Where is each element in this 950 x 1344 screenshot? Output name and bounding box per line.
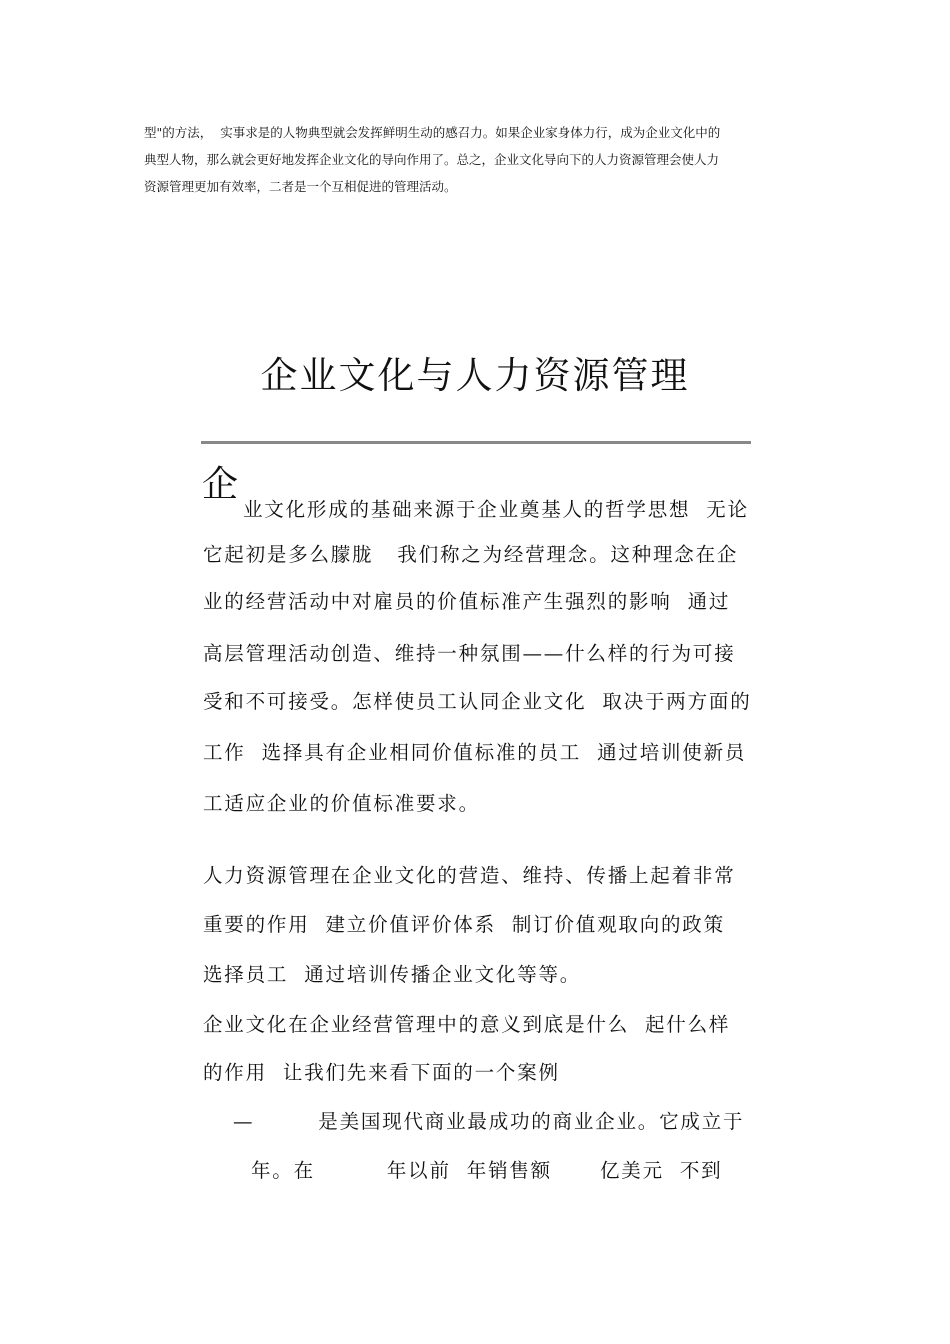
body-line-13: — 是美国现代商业最成功的商业企业。它成立于 xyxy=(233,1110,745,1133)
drop-cap: 企 xyxy=(202,464,239,505)
body-line-2: 它起初是多么朦胧 我们称之为经营理念。这种理念在企 xyxy=(203,543,739,566)
intro-line-1: 型"的方法， 实事求是的人物典型就会发挥鲜明生动的感召力。如果企业家身体力行，成为企业文化中的 xyxy=(144,125,721,140)
body-line-12: 的作用 让我们先来看下面的一个案例 xyxy=(203,1061,560,1084)
intro-line-3: 资源管理更加有效率，二者是一个互相促进的管理活动。 xyxy=(144,179,457,194)
body-line-11: 企业文化在企业经营管理中的意义到底是什么 起什么样 xyxy=(203,1013,731,1036)
page-title: 企业文化与人力资源管理 xyxy=(260,354,690,397)
body-line-1: 业文化形成的基础来源于企业奠基人的哲学思想 无论 xyxy=(243,498,749,521)
body-line-7: 工适应企业的价值标准要求。 xyxy=(203,792,480,815)
body-line-3: 业的经营活动中对雇员的价值标准产生强烈的影响 通过 xyxy=(203,590,731,613)
body-line-4: 高层管理活动创造、维持一种氛围——什么样的行为可接 xyxy=(203,642,736,665)
body-line-10: 选择员工 通过培训传播企业文化等等。 xyxy=(203,963,582,986)
body-line-6: 工作 选择具有企业相同价值标准的员工 通过培训使新员 xyxy=(203,741,747,764)
body-line-14: 年。在 年以前 年销售额 亿美元 不到 xyxy=(251,1159,723,1182)
body-line-9: 重要的作用 建立价值评价体系 制订价值观取向的政策 xyxy=(203,913,725,936)
title-divider xyxy=(201,441,751,444)
intro-line-2: 典型人物，那么就会更好地发挥企业文化的导向作用了。总之，企业文化导向下的人力资源管理会使人力 xyxy=(144,152,720,167)
body-line-5: 受和不可接受。怎样使员工认同企业文化 取决于两方面的 xyxy=(203,690,752,713)
body-line-8: 人力资源管理在企业文化的营造、维持、传播上起着非常 xyxy=(203,864,736,887)
